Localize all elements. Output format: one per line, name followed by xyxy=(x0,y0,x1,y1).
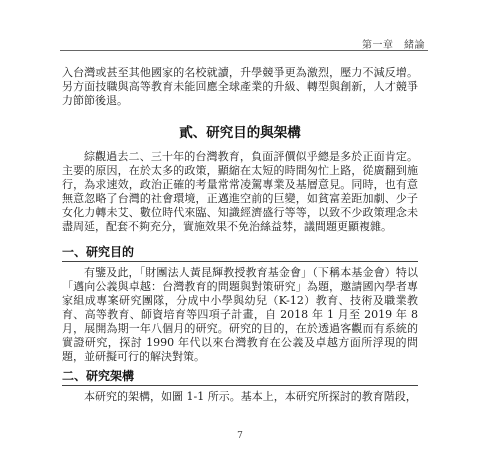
subsection-2-body xyxy=(62,390,418,404)
subsection-1-rule xyxy=(62,261,418,262)
subsection-2-heading xyxy=(62,368,418,386)
subsection-1-paragraph: 有鑒及此，「財團法人黃昆輝教授教育基金會」（下稱本基金會）特以「邁向公義與卓越：台灣教育的問題與對策研究」為題，邀請國內學者專家組成專案研究團隊，分成中小學與幼兒（K-12）教育、技術及職業教育、高等教育、師資培育等四項子計畫，自 2018 年 1 月至 2019 年 8 月，展開為期一年八個月的研究。研究的目的，在於透過客觀而有系統的實證研究，探討 1990 年代以來台灣教育在公義及卓越方面所浮現的問題，並研擬可行的解決對策。 xyxy=(62,266,418,363)
subsection-2-title: 二、研究架構 xyxy=(62,369,135,383)
section-paragraph: 綜觀過去二、三十年的台灣教育，負面評價似乎總是多於正面肯定。主要的原因，在於太多的政策，顯縮在太短的時間匆忙上路，從廣翻到施行，為求速效，政治正確的考量常常凌駕專業及基層意見。同時，也有意無意忽略了台灣的社會環境，正邁進空前的巨變，如貧富差距加劇、少子女化力轉未艾、數位時代來臨、知識經濟盛行等等，以致不少政策理念未盡周延，配套不夠充分，實施效果不免治絲益棼，議間題更顯複雜。 xyxy=(62,150,418,233)
page-number: 7 xyxy=(237,431,243,441)
section-title: 貳、研究目的與架構 xyxy=(179,125,301,141)
intro-paragraph: 入台灣或甚至其他國家的名校就讀，升學競爭更為激烈，壓力不減反增。另方面技職與高等教育未能回應全球產業的升級、轉型與創新，人才競爭力節節後退。 xyxy=(62,66,418,107)
subsection-2-rule xyxy=(62,385,418,386)
subsection-1-heading xyxy=(62,244,418,262)
subsection-1-body xyxy=(62,266,418,364)
running-header: 第一章 緒論 xyxy=(362,40,425,51)
header-divider xyxy=(60,50,428,51)
section-body xyxy=(62,150,418,234)
subsection-2-paragraph: 本研究的架構，如圖 1-1 所示。基本上，本研究所探討的教育階段， xyxy=(84,390,417,403)
section-heading-block xyxy=(62,124,418,142)
intro-block xyxy=(62,66,418,108)
subsection-1-title: 一、研究目的 xyxy=(62,245,135,259)
